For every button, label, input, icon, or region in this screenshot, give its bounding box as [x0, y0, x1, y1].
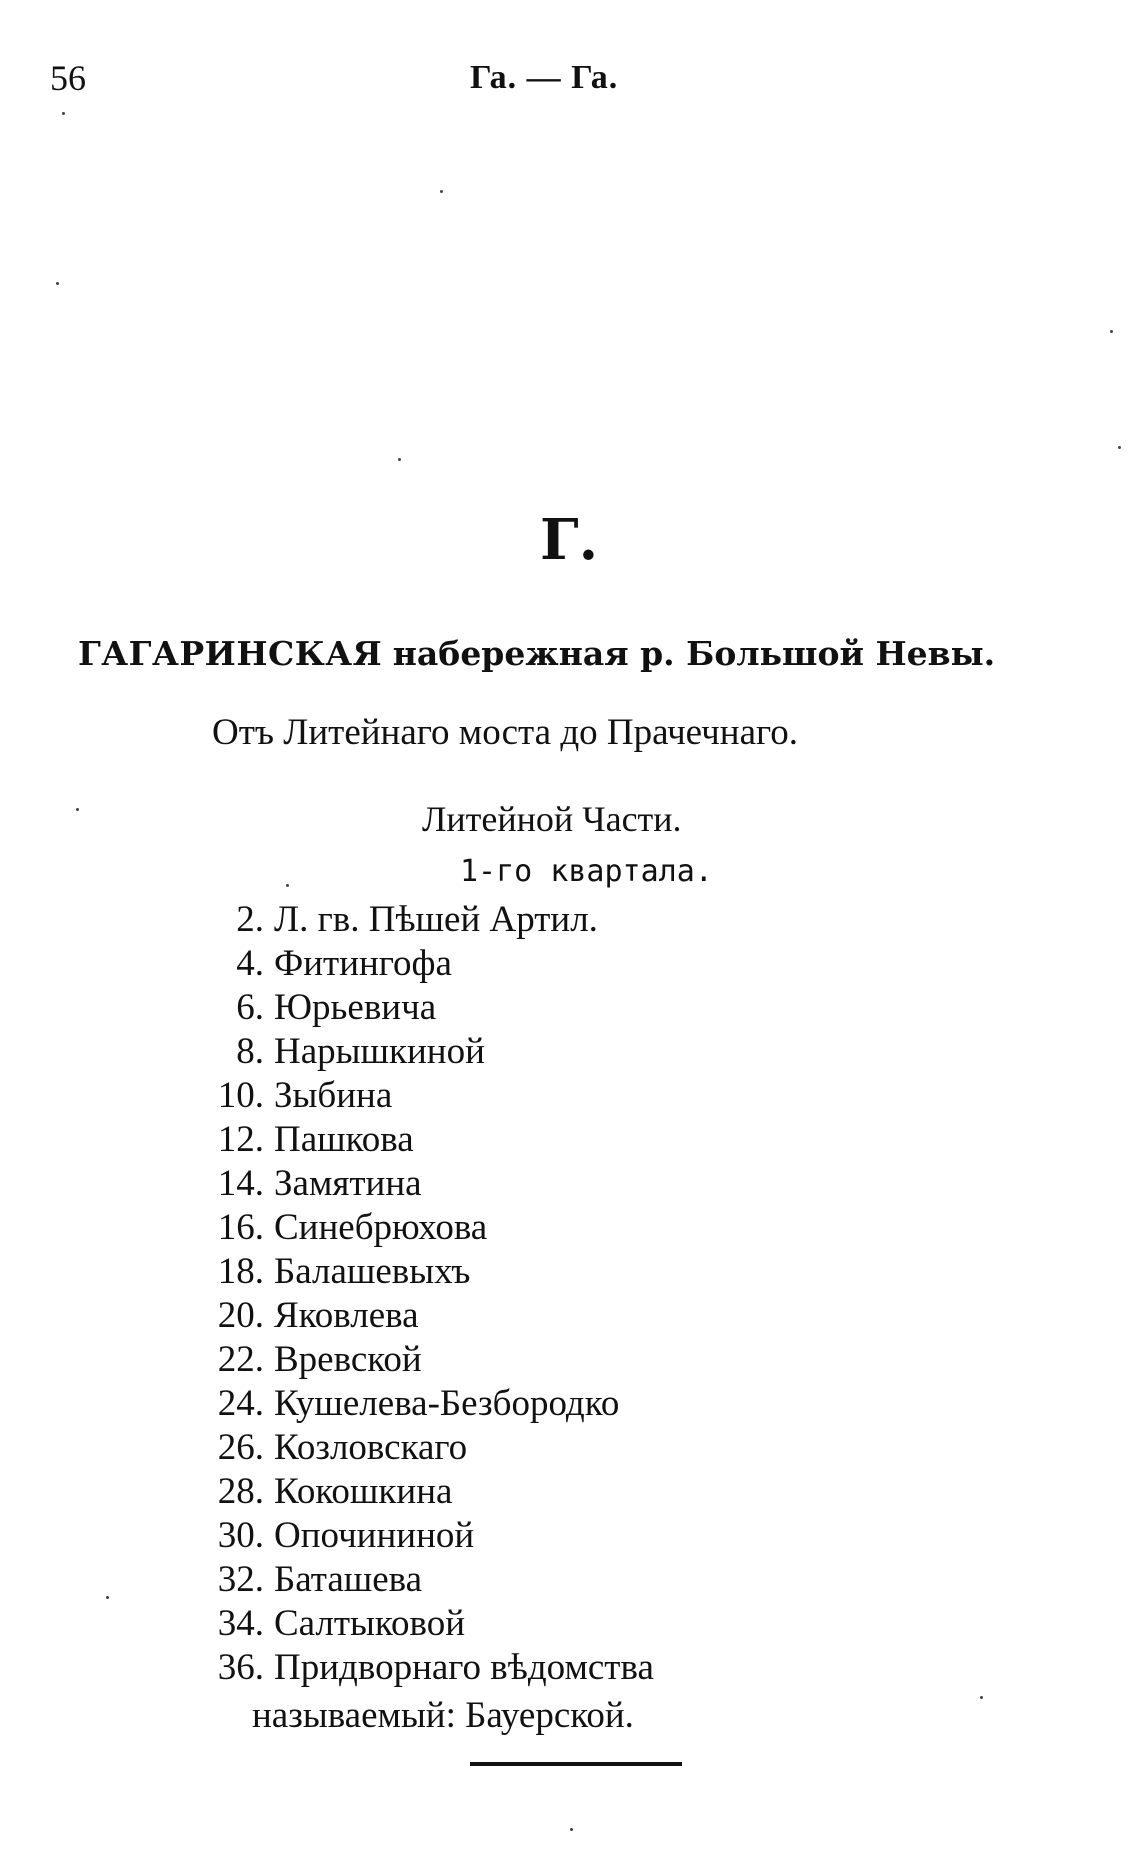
house-number: 32. [217, 1559, 264, 1600]
house-number: 8. [236, 1031, 264, 1072]
scan-speck [286, 884, 289, 887]
list-item [196, 1426, 956, 1470]
list-item [196, 942, 956, 986]
house-number: 22. [217, 1339, 264, 1380]
house-number: 12. [217, 1119, 264, 1160]
owner-name: Баташева [274, 1559, 423, 1600]
street-route: Отъ Литейнаго моста до Прачечнаго. [212, 712, 799, 753]
house-number: 4. [236, 943, 264, 984]
house-owner-list [196, 898, 956, 1690]
scan-speck [570, 1828, 573, 1831]
owner-continuation: называемый: Бауерской. [252, 1695, 634, 1736]
owner-name: Л. гв. Пѣшей Артил. [274, 899, 598, 940]
owner-name: Козловскаго [274, 1427, 468, 1468]
list-item [196, 1030, 956, 1074]
list-item [196, 898, 956, 942]
scan-speck [56, 282, 59, 285]
scan-speck [398, 458, 401, 461]
owner-name: Вревской [274, 1339, 422, 1380]
house-number: 30. [217, 1515, 264, 1556]
house-number: 10. [217, 1075, 264, 1116]
owner-name: Нарышкиной [274, 1031, 485, 1072]
list-item [196, 1118, 956, 1162]
house-number: 6. [236, 987, 264, 1028]
list-item [196, 1206, 956, 1250]
list-item [196, 1338, 956, 1382]
house-number: 26. [217, 1427, 264, 1468]
list-item [196, 1470, 956, 1514]
owner-name: Фитингофа [274, 943, 452, 984]
list-item [196, 1646, 956, 1690]
list-item [196, 1382, 956, 1426]
house-number: 34. [217, 1603, 264, 1644]
house-number: 36. [217, 1647, 264, 1688]
scan-speck [1110, 330, 1113, 333]
list-item [196, 986, 956, 1030]
list-item [196, 1250, 956, 1294]
house-number: 20. [217, 1295, 264, 1336]
street-title [78, 632, 1088, 676]
scan-speck [980, 1696, 983, 1699]
list-item [196, 1162, 956, 1206]
list-item [196, 1514, 956, 1558]
list-item [196, 1558, 956, 1602]
house-number: 18. [217, 1251, 264, 1292]
list-item [196, 1074, 956, 1118]
owner-name: Яковлева [274, 1295, 419, 1336]
owner-name: Пашкова [274, 1119, 414, 1160]
owner-name: Балашевыхъ [274, 1251, 471, 1292]
owner-name: Кушелева-Безбородко [274, 1383, 620, 1424]
street-name-rest: набережная р. Большой Невы. [392, 634, 996, 673]
page-number: 56 [50, 58, 86, 98]
scan-speck [76, 808, 79, 811]
list-item [196, 1294, 956, 1338]
district-heading: Литейной Части. [422, 799, 682, 839]
owner-name: Опочининой [274, 1515, 475, 1556]
owner-name: Синебрюхова [274, 1207, 488, 1248]
owner-name: Кокошкина [274, 1471, 453, 1512]
owner-name: Юрьевича [274, 987, 437, 1028]
house-number: 28. [217, 1471, 264, 1512]
section-letter: Г. [540, 507, 599, 573]
scan-speck [440, 190, 443, 193]
owner-name: Замятина [274, 1163, 422, 1204]
quarter-heading: 1-го квартала. [460, 854, 713, 889]
house-number: 16. [217, 1207, 264, 1248]
street-name-caps: ГАГАРИНСКАЯ [78, 634, 383, 673]
owner-name: Придворнаго вѣдомства [274, 1647, 654, 1688]
scan-speck [1118, 446, 1121, 449]
owner-name: Зыбина [274, 1075, 393, 1116]
scan-speck [62, 112, 65, 115]
owner-name: Салтыковой [274, 1603, 466, 1644]
running-head: Га. — Га. [470, 59, 619, 96]
house-number: 24. [217, 1383, 264, 1424]
house-number: 2. [236, 899, 264, 940]
end-rule-divider [470, 1762, 682, 1766]
house-number: 14. [217, 1163, 264, 1204]
list-item [196, 1602, 956, 1646]
scan-speck [106, 1596, 109, 1599]
